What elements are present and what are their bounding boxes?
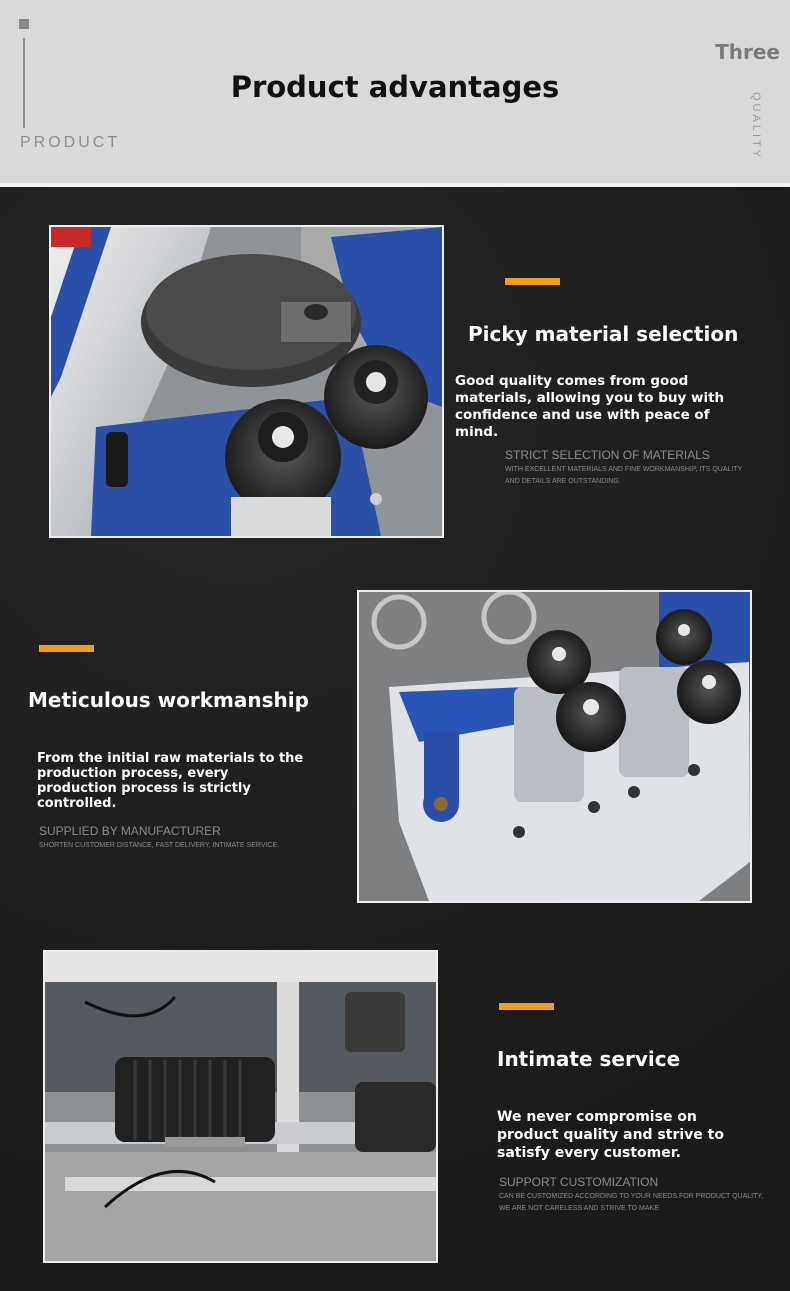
header-number-label: Three [715, 40, 780, 64]
section-text: From the initial raw materials to the production process, every production process is strictly controlled. [37, 751, 304, 811]
section-title: Intimate service [497, 1047, 681, 1071]
section-title: Picky material selection [468, 322, 739, 346]
motor-underside-photo [43, 950, 438, 1263]
header-square-decoration [19, 19, 29, 29]
section-subtitle: SUPPLIED BY MANUFACTURER [39, 824, 221, 838]
page-title: Product advantages [230, 70, 560, 104]
roller-closeup-photo [49, 225, 444, 538]
header-side-label: PRODUCT [20, 134, 121, 151]
section-text: We never compromise on product quality and strive to satisfy every customer. [497, 1109, 724, 1161]
section-title: Meticulous workmanship [28, 688, 309, 712]
section-small-text: CAN BE CUSTOMIZED ACCORDING TO YOUR NEEDS.FOR PRODUCT QUALITY, WE ARE NOT CARELESS AND STRIVE TO MAKE [499, 1193, 764, 1212]
section-small-text: SHORTEN CUSTOMER DISTANCE, FAST DELIVERY, INTIMATE SERVICE. [39, 842, 280, 849]
section-subtitle: SUPPORT CUSTOMIZATION [499, 1175, 659, 1189]
section-accent-bar [505, 278, 560, 285]
section-subtitle: STRICT SELECTION OF MATERIALS [505, 448, 710, 462]
section-small-text: WITH EXCELLENT MATERIALS AND FINE WORKMANSHIP, ITS QUALITY AND DETAILS ARE OUTSTANDING. [505, 466, 743, 485]
section-accent-bar [39, 645, 94, 652]
section-text: Good quality comes from good materials, allowing you to buy with confidence and use with peace of mind. [455, 373, 725, 440]
section-accent-bar [499, 1003, 554, 1010]
roller-machine-top-photo [357, 590, 752, 903]
header-vertical-label: QUALITY [750, 92, 762, 161]
